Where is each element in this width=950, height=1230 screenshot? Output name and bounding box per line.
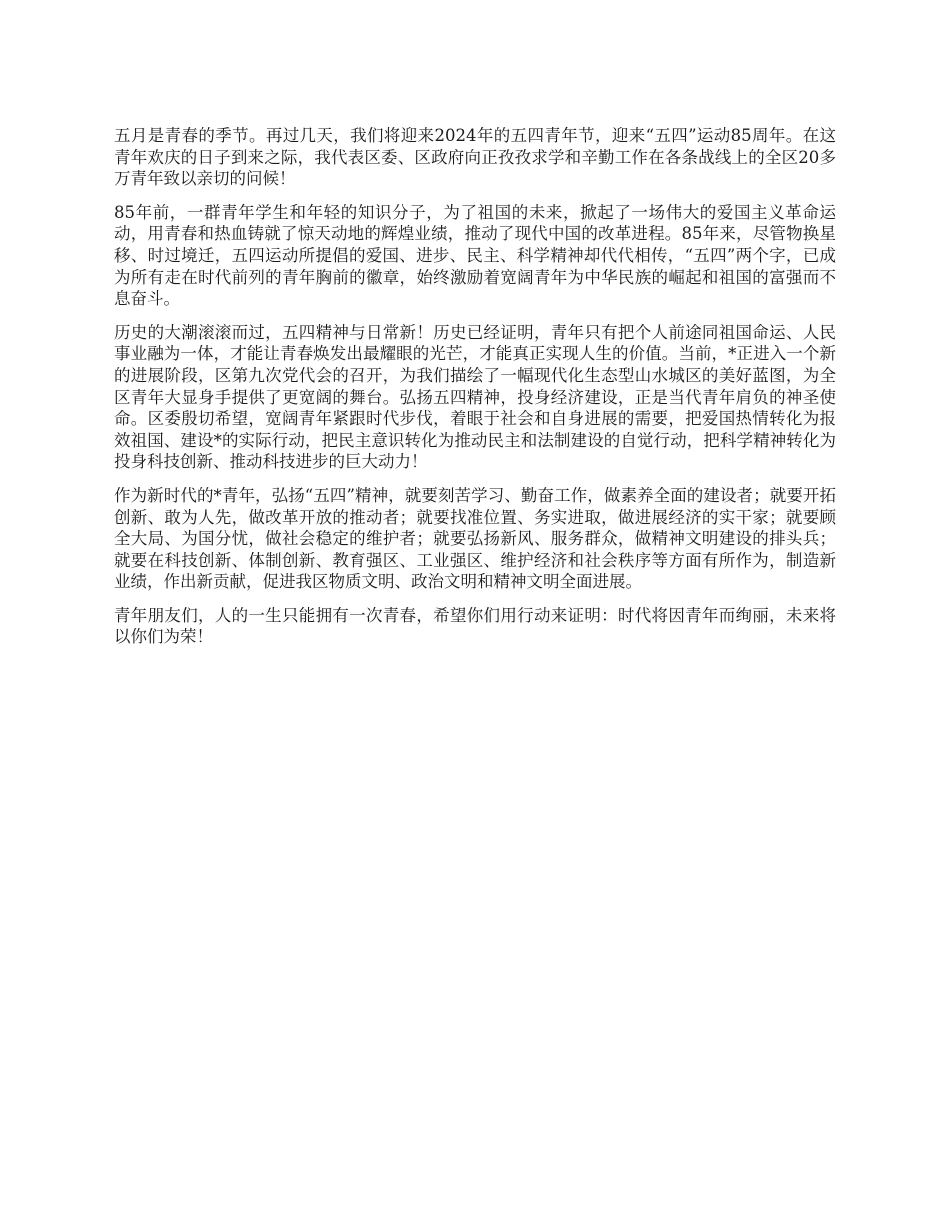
paragraph-2: 85年前，一群青年学生和年轻的知识分子，为了祖国的未来，掀起了一场伟大的爱国主义革命运动，用青春和热血铸就了惊天动地的辉煌业绩，推动了现代中国的改革进程。85年来，尽管物换星移、时过境迁，五四运动所提倡的爱国、进步、民主、科学精神却代代相传，“五四”两个字，已成为所有走在时代前列的青年胸前的徽章，始终激励着宽阔青年为中华民族的崛起和祖国的富强而不息奋斗。 [114, 202, 836, 309]
document-body [114, 125, 836, 660]
paragraph-4: 作为新时代的*青年，弘扬“五四”精神，就要刻苦学习、勤奋工作，做素养全面的建设者；就要开拓创新、敢为人先，做改革开放的推动者；就要找准位置、务实进取，做进展经济的实干家；就要顾全大局、为国分忧，做社会稳定的维护者；就要弘扬新风、服务群众，做精神文明建设的排头兵；就要在科技创新、体制创新、教育强区、工业强区、维护经济和社会秩序等方面有所作为，制造新业绩，作出新贡献，促进我区物质文明、政治文明和精神文明全面进展。 [114, 485, 836, 592]
paragraph-3: 历史的大潮滚滚而过，五四精神与日常新！历史已经证明，青年只有把个人前途同祖国命运、人民事业融为一体，才能让青春焕发出最耀眼的光芒，才能真正实现人生的价值。当前，*正进入一个新的进展阶段，区第九次党代会的召开，为我们描绘了一幅现代化生态型山水城区的美好蓝图，为全区青年大显身手提供了更宽阔的舞台。弘扬五四精神，投身经济建设，正是当代青年肩负的神圣使命。区委殷切希望，宽阔青年紧跟时代步伐，着眼于社会和自身进展的需要，把爱国热情转化为报效祖国、建设*的实际行动，把民主意识转化为推动民主和法制建设的自觉行动，把科学精神转化为投身科技创新、推动科技进步的巨大动力！ [114, 322, 836, 472]
paragraph-1: 五月是青春的季节。再过几天，我们将迎来2024年的五四青年节，迎来“五四”运动85周年。在这青年欢庆的日子到来之际，我代表区委、区政府向正孜孜求学和辛勤工作在各条战线上的全区20多万青年致以亲切的问候！ [114, 126, 836, 189]
paragraph-5: 青年朋友们，人的一生只能拥有一次青春，希望你们用行动来证明：时代将因青年而绚丽，未来将以你们为荣！ [114, 605, 836, 647]
